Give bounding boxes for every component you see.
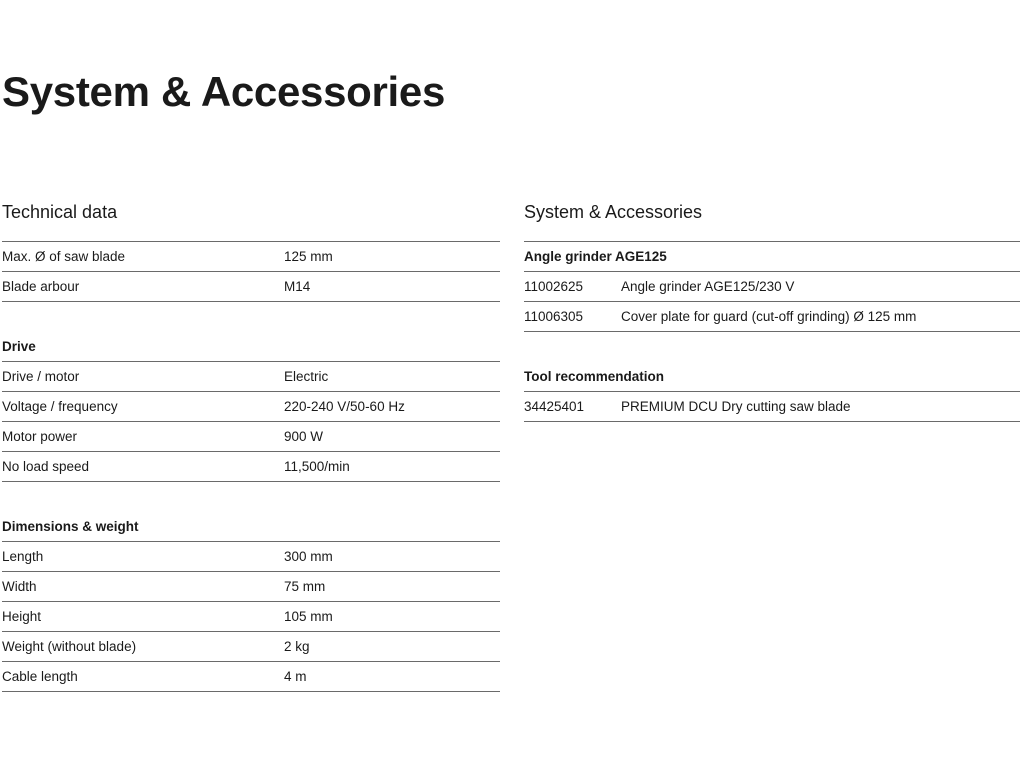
spec-value: 2 kg <box>284 639 310 654</box>
spec-row-drive-motor <box>2 362 500 392</box>
article-description: Angle grinder AGE125/230 V <box>621 279 795 294</box>
spec-row-max-blade-diameter <box>2 242 500 272</box>
accessory-row <box>524 302 1020 332</box>
spec-value: 105 mm <box>284 609 333 624</box>
page-title: System & Accessories <box>2 68 446 115</box>
spec-label: Width <box>2 579 37 594</box>
spec-row-weight <box>2 632 500 662</box>
spec-label: Height <box>2 609 42 624</box>
spec-label: Voltage / frequency <box>2 399 118 414</box>
spec-value: Electric <box>284 369 329 384</box>
drive-heading: Drive <box>2 332 500 362</box>
spec-row-blade-arbour <box>2 272 500 302</box>
technical-data-heading: Technical data <box>2 200 500 242</box>
spec-label: Motor power <box>2 429 78 444</box>
technical-data-section <box>2 200 500 692</box>
spec-label: Max. Ø of saw blade <box>2 249 126 264</box>
spec-row-cable-length <box>2 662 500 692</box>
spec-label: Weight (without blade) <box>2 639 137 654</box>
article-number: 34425401 <box>524 399 585 414</box>
angle-grinder-heading: Angle grinder AGE125 <box>524 242 1020 272</box>
spec-value: 900 W <box>284 429 324 444</box>
spec-value: 75 mm <box>284 579 326 594</box>
spec-row-voltage-frequency <box>2 392 500 422</box>
spec-label: No load speed <box>2 459 90 474</box>
tool-recommendation-heading: Tool recommendation <box>524 362 1020 392</box>
spec-value: 4 m <box>284 669 307 684</box>
spec-row-length <box>2 542 500 572</box>
spec-value: 11,500/min <box>284 459 350 474</box>
spec-row-no-load-speed <box>2 452 500 482</box>
spec-label: Drive / motor <box>2 369 80 384</box>
accessory-row <box>524 272 1020 302</box>
spec-row-motor-power <box>2 422 500 452</box>
section-spacer <box>2 482 500 512</box>
spec-value: 125 mm <box>284 249 333 264</box>
spec-label: Length <box>2 549 44 564</box>
system-accessories-section <box>524 200 1020 422</box>
spec-value: M14 <box>284 279 311 294</box>
dimensions-weight-heading: Dimensions & weight <box>2 512 500 542</box>
spec-value: 300 mm <box>284 549 333 564</box>
accessory-row <box>524 392 1020 422</box>
spec-value: 220-240 V/50-60 Hz <box>284 399 405 414</box>
spec-label: Blade arbour <box>2 279 80 294</box>
spec-row-height <box>2 602 500 632</box>
section-spacer <box>2 302 500 332</box>
article-number: 11002625 <box>524 279 584 294</box>
spec-row-width <box>2 572 500 602</box>
system-accessories-heading: System & Accessories <box>524 200 1020 242</box>
article-description: Cover plate for guard (cut-off grinding) Ø 125 mm <box>621 309 917 324</box>
section-spacer <box>524 332 1020 362</box>
article-description: PREMIUM DCU Dry cutting saw blade <box>621 399 851 414</box>
article-number: 11006305 <box>524 309 584 324</box>
spec-label: Cable length <box>2 669 78 684</box>
